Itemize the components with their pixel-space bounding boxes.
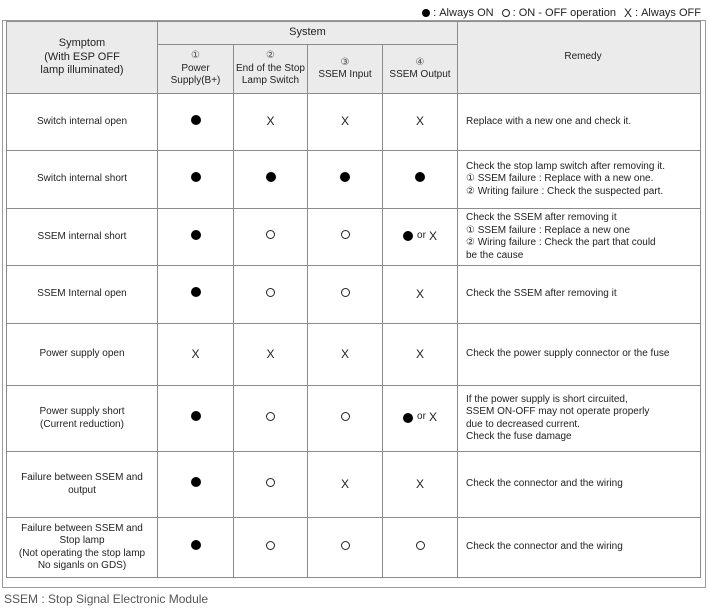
- status-cell: [158, 386, 234, 452]
- remedy-cell: Check the SSEM after removing it ① SSEM failure : Replace a new one ② Wiring failure : Check the part that could be the cause: [458, 209, 701, 266]
- remedy-header: Remedy: [458, 22, 701, 94]
- always-on-icon: [340, 172, 350, 182]
- status-cell: [383, 518, 458, 578]
- always-on-icon: [191, 230, 201, 240]
- status-cell: [234, 518, 308, 578]
- status-cell: [158, 518, 234, 578]
- legend-always-off: X : Always OFF: [623, 6, 701, 20]
- filled-circle-icon: [422, 9, 430, 17]
- legend-on-off: : ON - OFF operation: [502, 7, 616, 19]
- symptom-cell: Switch internal open: [7, 94, 158, 151]
- table-row: [7, 324, 701, 386]
- always-off-icon: X: [266, 346, 275, 361]
- status-cell: [234, 324, 308, 386]
- always-on-icon: [191, 172, 201, 182]
- table-row: [7, 518, 701, 578]
- table-row: [7, 266, 701, 324]
- symptom-cell: Failure between SSEM and Stop lamp (Not operating the stop lamp No siganls on GDS): [7, 518, 158, 578]
- table-row: [7, 151, 701, 209]
- symptom-cell: SSEM Internal open: [7, 266, 158, 324]
- column-header: ④ SSEM Output: [383, 45, 458, 94]
- symptom-cell: Power supply short (Current reduction): [7, 386, 158, 452]
- remedy-cell: If the power supply is short circuited, SSEM ON-OFF may not operate properly due to decreased current. Check the fuse damage: [458, 386, 701, 452]
- status-cell: [158, 209, 234, 266]
- legend-always-off-label: Always OFF: [641, 7, 701, 19]
- always-on-icon: [403, 413, 413, 423]
- symptom-cell: SSEM internal short: [7, 209, 158, 266]
- column-header: ② End of the Stop Lamp Switch: [234, 45, 308, 94]
- status-cell: [234, 94, 308, 151]
- legend-on-off-label: ON - OFF operation: [518, 7, 616, 19]
- on-off-icon: [266, 478, 275, 487]
- status-cell: [383, 151, 458, 209]
- diagnosis-table: [6, 21, 701, 578]
- remedy-cell: Check the power supply connector or the fuse: [458, 324, 701, 386]
- status-cell: [308, 209, 383, 266]
- or-text: or: [417, 229, 426, 241]
- status-cell: [158, 452, 234, 518]
- on-off-icon: [341, 412, 350, 421]
- status-cell: [383, 452, 458, 518]
- on-off-icon: [341, 230, 350, 239]
- status-cell: [308, 386, 383, 452]
- table-row: [7, 386, 701, 452]
- status-cell: [234, 452, 308, 518]
- remedy-cell: Check the stop lamp switch after removing it. ① SSEM failure : Replace with a new one. ② Writing failure : Check the suspected part.: [458, 151, 701, 209]
- status-cell: [308, 94, 383, 151]
- status-cell: [234, 209, 308, 266]
- symptom-cell: Power supply open: [7, 324, 158, 386]
- status-cell: [308, 151, 383, 209]
- always-off-icon: X: [415, 346, 424, 361]
- status-cell: [383, 94, 458, 151]
- status-cell: [308, 266, 383, 324]
- symptom-cell: Failure between SSEM and output: [7, 452, 158, 518]
- status-cell: [158, 324, 234, 386]
- always-on-icon: [191, 477, 201, 487]
- always-off-icon: X: [415, 114, 424, 129]
- x-mark-icon: X: [623, 6, 632, 20]
- symptom-cell: Switch internal short: [7, 151, 158, 209]
- column-header: ① Power Supply(B+): [158, 45, 234, 94]
- status-cell: [308, 518, 383, 578]
- status-cell: [383, 324, 458, 386]
- always-off-icon: X: [191, 346, 200, 361]
- system-header: System: [158, 22, 458, 45]
- legend: [414, 6, 701, 20]
- always-off-icon: X: [266, 114, 275, 129]
- column-header: ③ SSEM Input: [308, 45, 383, 94]
- on-off-icon: [341, 288, 350, 297]
- status-cell: [234, 386, 308, 452]
- status-cell: [383, 209, 458, 266]
- legend-always-on: : Always ON: [422, 7, 494, 19]
- status-cell: [234, 266, 308, 324]
- always-off-icon: X: [415, 476, 424, 491]
- always-on-icon: [191, 115, 201, 125]
- always-on-icon: [191, 287, 201, 297]
- always-off-icon: X: [340, 476, 349, 491]
- always-on-icon: [415, 172, 425, 182]
- always-off-icon: X: [428, 410, 437, 424]
- remedy-cell: Check the connector and the wiring: [458, 518, 701, 578]
- always-off-icon: X: [340, 114, 349, 129]
- remedy-cell: Check the connector and the wiring: [458, 452, 701, 518]
- remedy-cell: Check the SSEM after removing it: [458, 266, 701, 324]
- status-cell: [158, 151, 234, 209]
- legend-always-on-label: Always ON: [439, 7, 494, 19]
- symptom-header: Symptom (With ESP OFF lamp illuminated): [7, 22, 158, 94]
- on-off-icon: [266, 541, 275, 550]
- on-off-icon: [266, 230, 275, 239]
- on-off-icon: [266, 288, 275, 297]
- always-on-icon: [191, 411, 201, 421]
- always-on-icon: [191, 540, 201, 550]
- status-cell: [158, 266, 234, 324]
- on-off-icon: [416, 541, 425, 550]
- always-on-icon: [403, 231, 413, 241]
- table-row: [7, 94, 701, 151]
- always-off-icon: X: [415, 286, 424, 301]
- or-text: or: [417, 411, 426, 423]
- footer-note: SSEM : Stop Signal Electronic Module: [4, 592, 209, 606]
- always-off-icon: X: [340, 346, 349, 361]
- status-cell: [308, 324, 383, 386]
- table-row: [7, 452, 701, 518]
- status-cell: [383, 386, 458, 452]
- hollow-circle-icon: [502, 9, 510, 17]
- status-cell: [158, 94, 234, 151]
- status-cell: [234, 151, 308, 209]
- table-row: [7, 209, 701, 266]
- on-off-icon: [341, 541, 350, 550]
- always-on-icon: [266, 172, 276, 182]
- status-cell: [383, 266, 458, 324]
- on-off-icon: [266, 412, 275, 421]
- status-cell: [308, 452, 383, 518]
- always-off-icon: X: [428, 228, 437, 243]
- remedy-cell: Replace with a new one and check it.: [458, 94, 701, 151]
